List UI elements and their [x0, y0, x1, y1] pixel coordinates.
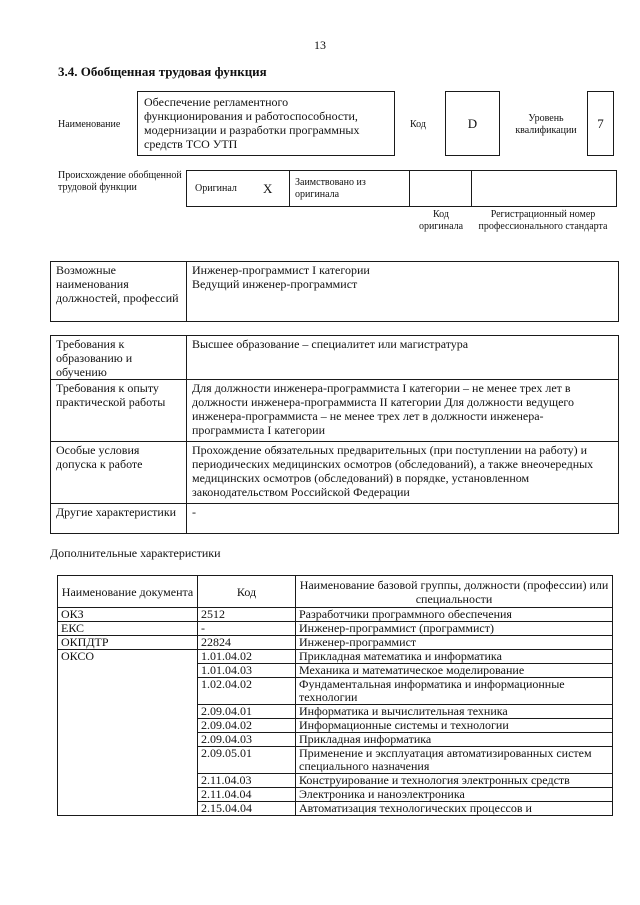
requirement-row — [51, 336, 619, 380]
code-cell: - — [198, 622, 296, 636]
requirement-value: - — [187, 504, 619, 534]
requirement-row — [51, 504, 619, 534]
header-code: Код — [198, 576, 296, 608]
name-cell: Конструирование и технология электронных средств — [296, 774, 613, 788]
level-label: Уровень квалификации — [515, 113, 577, 136]
doc-cell: ЕКС — [58, 622, 198, 636]
requirement-value: Высшее образование – специалитет или магистратура — [187, 336, 619, 380]
requirement-label: Особые условия допуска к работе — [51, 442, 187, 504]
table-row — [58, 608, 613, 622]
origin-label: Происхождение обобщенной трудовой функции — [58, 170, 182, 193]
requirement-label: Требования к опыту практической работы — [51, 380, 187, 442]
requirement-row — [51, 380, 619, 442]
requirements-table — [50, 335, 619, 534]
code-cell: 1.01.04.02 — [198, 650, 296, 664]
requirement-row — [51, 442, 619, 504]
code-cell: 22824 — [198, 636, 296, 650]
name-cell: Информационные системы и технологии — [296, 719, 613, 733]
code-cell: 2.09.05.01 — [198, 747, 296, 774]
name-cell: Инженер-программист — [296, 636, 613, 650]
additional-title: Дополнительные характеристики — [50, 546, 221, 560]
function-name-value: Обеспечение регламентного функционирования и работоспособности, модернизации и разработки программных средств ТСО УТП — [144, 95, 360, 151]
function-name-box — [137, 91, 395, 156]
name-cell: Электроника и наноэлектроника — [296, 788, 613, 802]
requirement-label: Другие характеристики — [51, 504, 187, 534]
doc-cell: ОКПДТР — [58, 636, 198, 650]
table-row — [58, 636, 613, 650]
name-cell: Инженер-программист (программист) — [296, 622, 613, 636]
doc-cell: ОКЗ — [58, 608, 198, 622]
name-cell: Механика и математическое моделирование — [296, 664, 613, 678]
borrowed-label: Заимствовано из оригинала — [295, 177, 366, 200]
requirement-value: Прохождение обязательных предварительных (при поступлении на работу) и периодических медицинских осмотров (обследований), а также внеочередных медицинских осмотров (обследований) в порядке, установленном законодательством Российской Федерации — [187, 442, 619, 504]
code-box — [445, 91, 500, 156]
requirement-value: Для должности инженера-программиста I категории – не менее трех лет в должности инженера-программиста II категории Для должности ведущего инженера-программиста – не менее трех лет в должности инженера-программиста I категории — [187, 380, 619, 442]
level-box — [587, 91, 614, 156]
name-cell: Прикладная информатика — [296, 733, 613, 747]
table-row — [58, 622, 613, 636]
code-original-label: Код оригинала — [418, 209, 464, 232]
code-label: Код — [410, 119, 426, 130]
code-cell: 2512 — [198, 608, 296, 622]
page-number: 13 — [314, 38, 326, 52]
code-cell: 1.02.04.02 — [198, 678, 296, 705]
level-value: 7 — [597, 116, 604, 131]
posts-label: Возможные наименования должностей, профессий — [51, 262, 187, 322]
doc-cell: ОКСО — [58, 650, 198, 816]
name-cell: Автоматизация технологических процессов и — [296, 802, 613, 816]
additional-table — [57, 575, 613, 816]
original-label: Оригинал — [195, 183, 237, 194]
requirement-label: Требования к образованию и обучению — [51, 336, 187, 380]
original-mark: X — [263, 181, 273, 196]
section-title: 3.4. Обобщенная трудовая функция — [58, 64, 267, 79]
name-cell: Применение и эксплуатация автоматизированных систем специального назначения — [296, 747, 613, 774]
post-1: Инженер-программист I категории — [192, 263, 370, 277]
code-cell: 2.11.04.03 — [198, 774, 296, 788]
reg-number-label: Регистрационный номер профессионального стандарта — [478, 209, 608, 232]
code-cell: 2.09.04.02 — [198, 719, 296, 733]
name-cell: Фундаментальная информатика и информационные технологии — [296, 678, 613, 705]
name-cell: Информатика и вычислительная техника — [296, 705, 613, 719]
origin-box — [186, 170, 617, 207]
code-cell: 2.15.04.04 — [198, 802, 296, 816]
name-label: Наименование — [58, 119, 121, 130]
posts-table — [50, 261, 619, 322]
code-value: D — [467, 116, 478, 131]
header-name: Наименование базовой группы, должности (профессии) или специальности — [296, 576, 613, 608]
table-row — [58, 650, 613, 664]
name-cell: Разработчики программного обеспечения — [296, 608, 613, 622]
name-cell: Прикладная математика и информатика — [296, 650, 613, 664]
code-cell: 2.09.04.03 — [198, 733, 296, 747]
code-cell: 2.09.04.01 — [198, 705, 296, 719]
post-2: Ведущий инженер-программист — [192, 277, 358, 291]
code-cell: 1.01.04.03 — [198, 664, 296, 678]
code-cell: 2.11.04.04 — [198, 788, 296, 802]
header-document: Наименование документа — [58, 576, 198, 608]
